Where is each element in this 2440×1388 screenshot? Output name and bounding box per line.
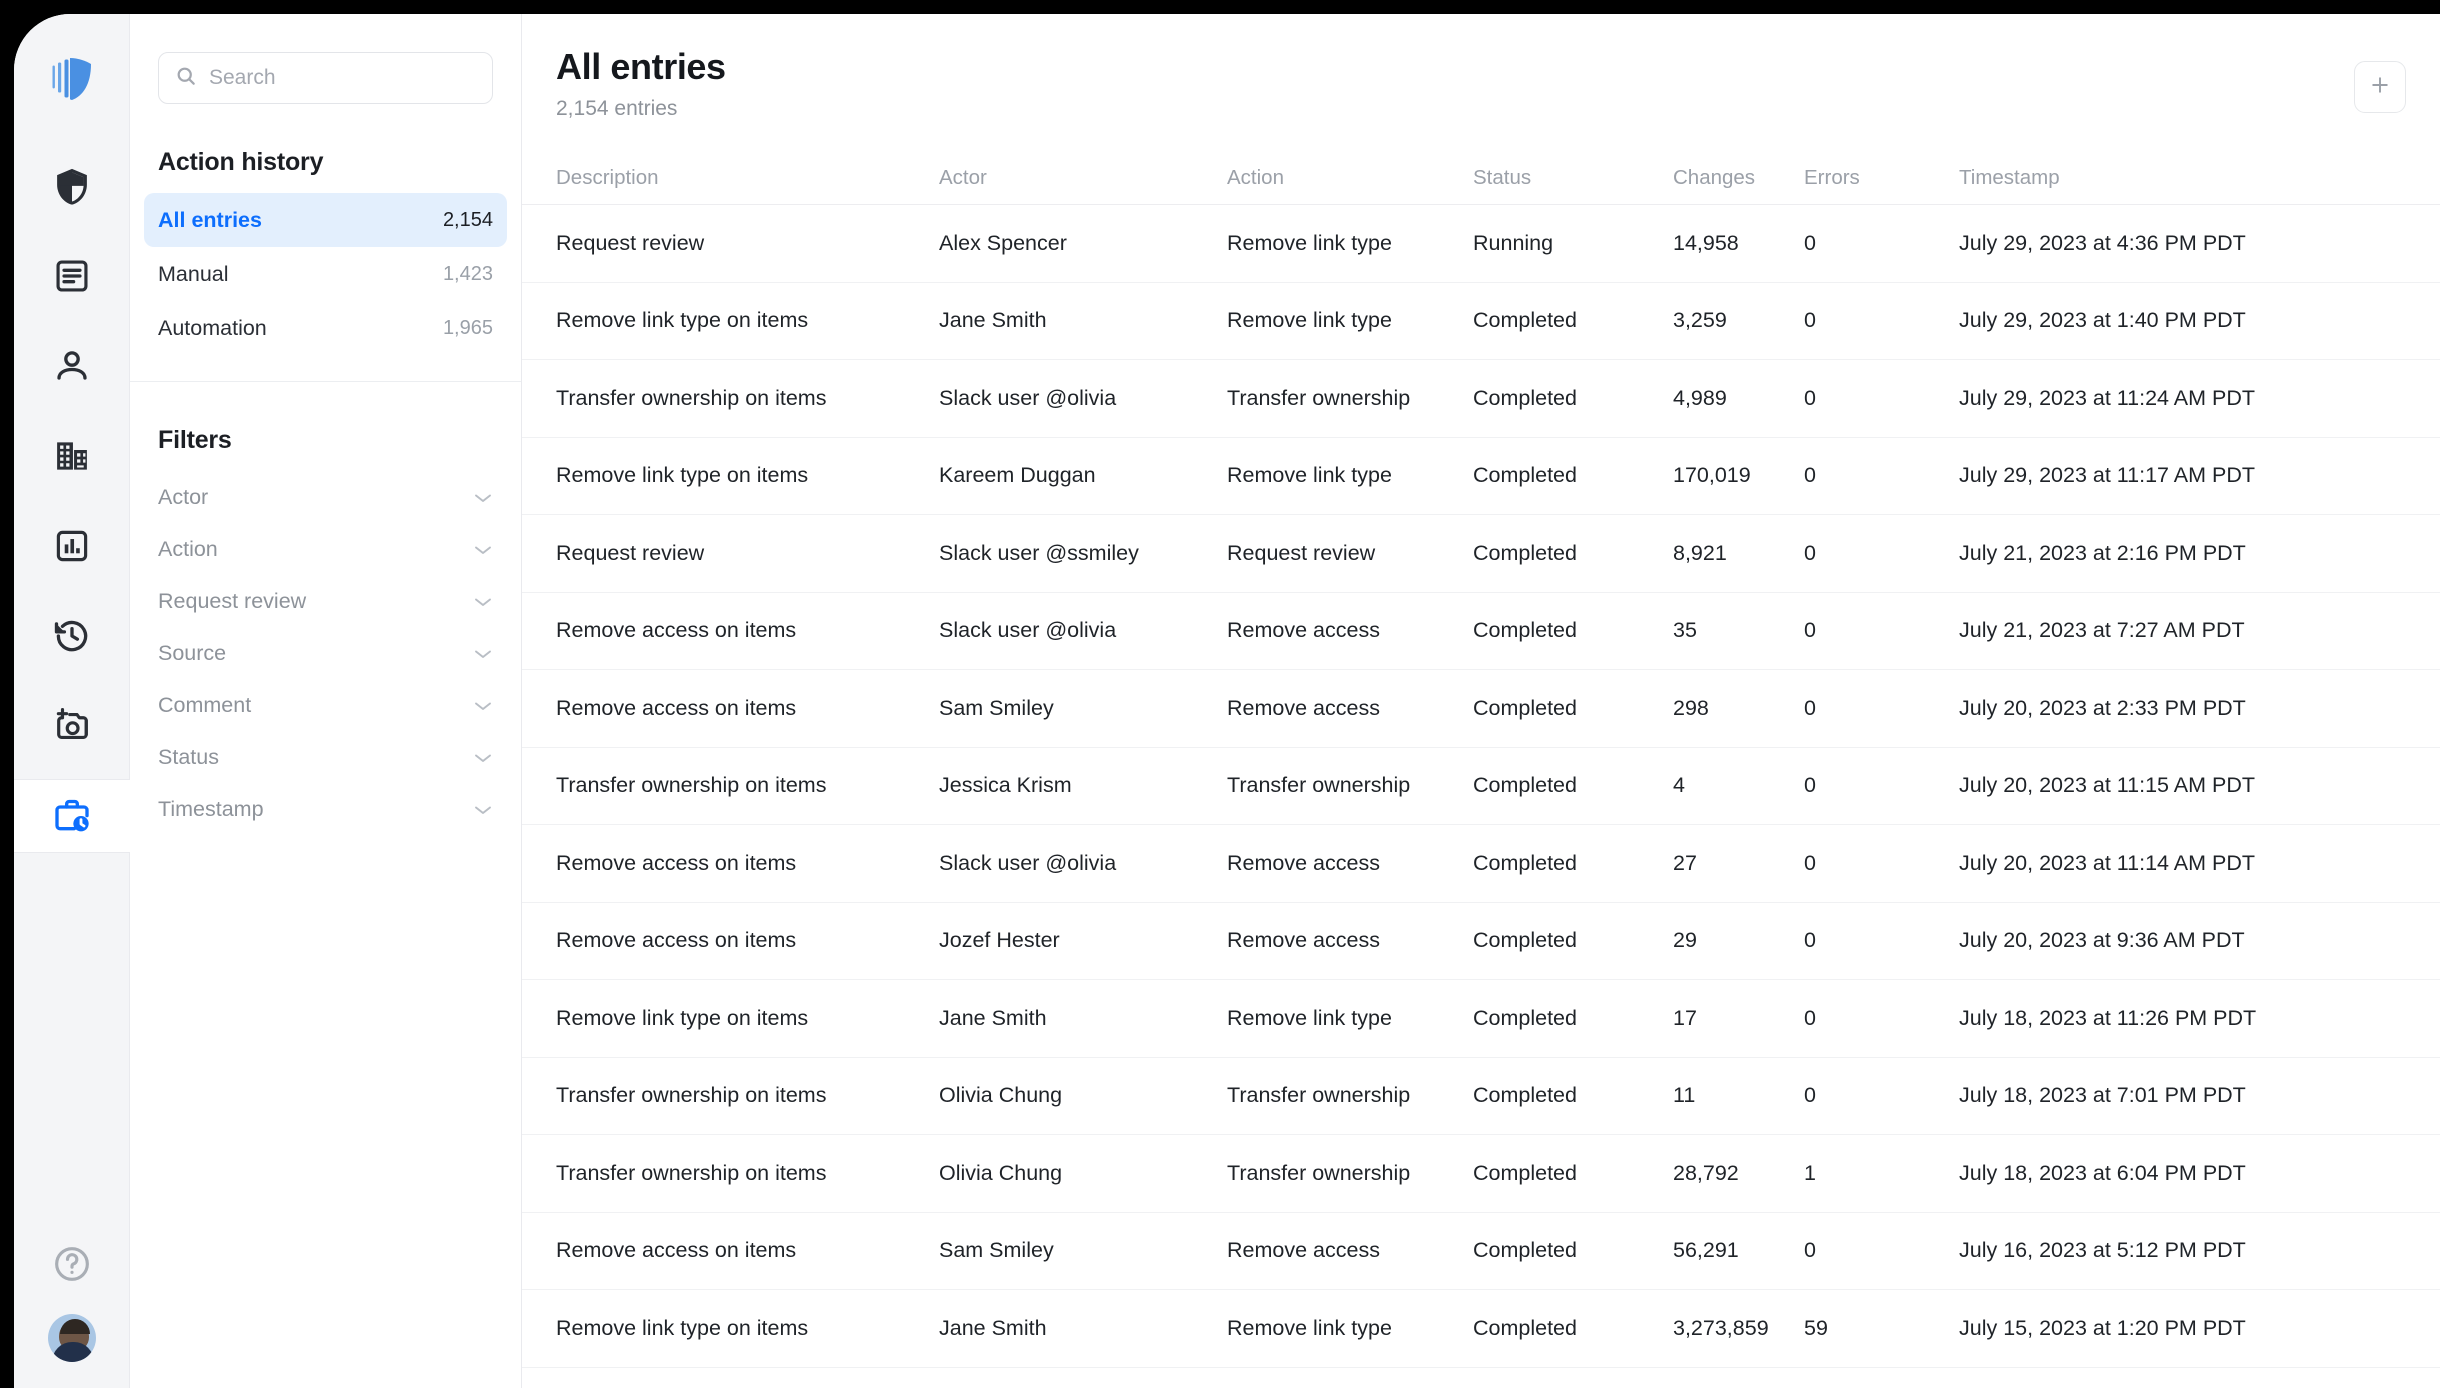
cell-status: Completed — [1473, 695, 1577, 720]
filter-action[interactable] — [158, 523, 493, 575]
table-row[interactable] — [522, 980, 2440, 1058]
cell-status: Completed — [1473, 850, 1577, 875]
filters-title: Filters — [158, 426, 232, 454]
shield-icon — [53, 167, 91, 205]
rail-item-groups[interactable] — [36, 420, 108, 492]
cell-action: Remove access — [1227, 928, 1380, 953]
filter-label: Status — [158, 744, 219, 769]
cell-errors: 0 — [1804, 695, 1816, 720]
person-icon — [53, 347, 91, 385]
cell-description: Remove access on items — [556, 618, 797, 643]
cell-status: Completed — [1473, 463, 1577, 488]
cell-errors: 0 — [1804, 928, 1816, 953]
cell-changes: 56,291 — [1673, 1238, 1739, 1263]
cell-action: Transfer ownership — [1227, 1160, 1411, 1185]
main-header — [522, 46, 2440, 121]
cell-errors: 0 — [1804, 1083, 1816, 1108]
cell-timestamp: July 29, 2023 at 11:17 AM PDT — [1959, 463, 2255, 488]
sidebar-item-automation[interactable] — [144, 301, 507, 355]
cell-actor: Jane Smith — [939, 1005, 1047, 1030]
cell-changes: 29 — [1673, 928, 1697, 953]
filter-source[interactable] — [158, 627, 493, 679]
cell-description: Remove link type on items — [556, 1005, 809, 1030]
filter-label: Action — [158, 536, 218, 561]
sidebar-item-label: Manual — [158, 261, 229, 286]
history-icon — [53, 617, 91, 655]
sidebar-item-manual[interactable] — [144, 247, 507, 301]
search-box[interactable] — [158, 52, 493, 104]
cell-timestamp: July 20, 2023 at 2:33 PM PDT — [1959, 695, 2246, 720]
cell-changes: 3,273,859 — [1673, 1315, 1769, 1340]
cell-description: Request review — [556, 230, 705, 255]
cell-action: Remove access — [1227, 850, 1380, 875]
page-subtitle: 2,154 entries — [556, 97, 678, 120]
rail-item-add-photo[interactable] — [36, 690, 108, 762]
filter-label: Timestamp — [158, 796, 264, 821]
table-row[interactable] — [522, 903, 2440, 981]
cell-status: Completed — [1473, 385, 1577, 410]
cell-description: Remove link type on items — [556, 463, 809, 488]
sidebar-item-count: 2,154 — [442, 208, 493, 231]
table-row[interactable] — [522, 1058, 2440, 1136]
cell-errors: 0 — [1804, 308, 1816, 333]
rail-item-documents[interactable] — [36, 240, 108, 312]
cell-status: Completed — [1473, 928, 1577, 953]
cell-timestamp: July 16, 2023 at 5:12 PM PDT — [1959, 1238, 2246, 1263]
cell-actor: Sam Smiley — [939, 1238, 1054, 1263]
column-header-changes[interactable]: Changes — [1673, 165, 1756, 189]
cell-actor: Jane Smith — [939, 1315, 1047, 1340]
cell-timestamp: July 18, 2023 at 7:01 PM PDT — [1959, 1083, 2246, 1108]
cell-errors: 0 — [1804, 1238, 1816, 1263]
cell-timestamp: July 21, 2023 at 7:27 AM PDT — [1959, 618, 2245, 643]
filter-label: Comment — [158, 692, 252, 717]
cell-timestamp: July 29, 2023 at 4:36 PM PDT — [1959, 230, 2246, 255]
building-icon — [53, 437, 91, 475]
cell-actor: Alex Spencer — [939, 230, 1067, 255]
cell-action: Remove access — [1227, 695, 1380, 720]
cell-errors: 0 — [1804, 385, 1816, 410]
sidebar-nav-list — [130, 193, 521, 355]
cell-actor: Sam Smiley — [939, 695, 1054, 720]
avatar-body — [52, 1342, 94, 1362]
cell-action: Transfer ownership — [1227, 773, 1411, 798]
shield-logo-icon — [46, 52, 98, 104]
cell-timestamp: July 20, 2023 at 11:15 AM PDT — [1959, 773, 2255, 798]
cell-actor: Slack user @olivia — [939, 385, 1117, 410]
table-row[interactable] — [522, 593, 2440, 671]
column-header-actor[interactable]: Actor — [939, 165, 987, 189]
table-row[interactable] — [522, 670, 2440, 748]
table-row[interactable] — [522, 1290, 2440, 1368]
cell-errors: 1 — [1804, 1160, 1816, 1185]
cell-status: Completed — [1473, 308, 1577, 333]
cell-status: Completed — [1473, 1005, 1577, 1030]
column-header-errors[interactable]: Errors — [1804, 165, 1860, 189]
cell-changes: 4 — [1673, 773, 1685, 798]
cell-status: Running — [1473, 230, 1554, 255]
cell-changes: 3,259 — [1673, 308, 1727, 333]
cell-timestamp: July 29, 2023 at 1:40 PM PDT — [1959, 308, 2246, 333]
chevron-down-icon — [473, 491, 493, 503]
chevron-down-icon — [473, 543, 493, 555]
cell-actor: Slack user @olivia — [939, 618, 1117, 643]
cell-changes: 28,792 — [1673, 1160, 1739, 1185]
briefcase-clock-icon — [52, 796, 92, 836]
sidebar-item-count: 1,965 — [442, 316, 493, 339]
rail-item-insights[interactable] — [36, 510, 108, 582]
cell-actor: Olivia Chung — [939, 1160, 1063, 1185]
cell-actor: Olivia Chung — [939, 1083, 1063, 1108]
table-header-row — [522, 151, 2440, 205]
cell-action: Transfer ownership — [1227, 1083, 1411, 1108]
cell-changes: 17 — [1673, 1005, 1697, 1030]
cell-status: Completed — [1473, 1238, 1577, 1263]
cell-action: Remove link type — [1227, 308, 1392, 333]
sidebar-item-count: 1,423 — [442, 262, 493, 285]
cell-timestamp: July 18, 2023 at 11:26 PM PDT — [1959, 1005, 2257, 1030]
filter-label: Source — [158, 640, 227, 665]
table-row[interactable] — [522, 825, 2440, 903]
document-icon — [53, 257, 91, 295]
cell-actor: Jozef Hester — [939, 928, 1060, 953]
cell-action: Remove access — [1227, 1238, 1380, 1263]
page-title: All entries — [556, 46, 726, 87]
cell-timestamp: July 29, 2023 at 11:24 AM PDT — [1959, 385, 2255, 410]
chevron-down-icon — [473, 751, 493, 763]
rail-item-action-history[interactable] — [14, 780, 130, 852]
filter-label: Request review — [158, 588, 307, 613]
cell-description: Transfer ownership on items — [556, 1160, 827, 1185]
cell-description: Request review — [556, 540, 705, 565]
cell-description: Transfer ownership on items — [556, 1083, 827, 1108]
cell-description: Transfer ownership on items — [556, 773, 827, 798]
cell-errors: 0 — [1804, 230, 1816, 255]
cell-description: Remove access on items — [556, 695, 797, 720]
cell-changes: 170,019 — [1673, 463, 1751, 488]
entries-table — [522, 151, 2440, 1368]
cell-description: Remove access on items — [556, 1238, 797, 1263]
cell-errors: 0 — [1804, 850, 1816, 875]
cell-action: Request review — [1227, 540, 1376, 565]
cell-actor: Slack user @ssmiley — [939, 540, 1139, 565]
cell-status: Completed — [1473, 1315, 1577, 1340]
filter-timestamp[interactable] — [158, 783, 493, 835]
cell-changes: 298 — [1673, 695, 1709, 720]
search-wrapper — [130, 14, 521, 104]
cell-description: Remove access on items — [556, 850, 797, 875]
cell-status: Completed — [1473, 618, 1577, 643]
cell-changes: 35 — [1673, 618, 1697, 643]
column-header-description[interactable]: Description — [556, 165, 659, 189]
chevron-down-icon — [473, 699, 493, 711]
cell-errors: 0 — [1804, 463, 1816, 488]
cell-timestamp: July 20, 2023 at 9:36 AM PDT — [1959, 928, 2245, 953]
column-header-timestamp[interactable]: Timestamp — [1959, 165, 2060, 189]
add-column-button[interactable] — [2354, 61, 2406, 113]
cell-status: Completed — [1473, 540, 1577, 565]
sidebar-section-title: Action history — [158, 148, 324, 176]
avatar-hair — [60, 1319, 90, 1334]
cell-changes: 4,989 — [1673, 385, 1727, 410]
cell-errors: 0 — [1804, 618, 1816, 643]
cell-status: Completed — [1473, 1083, 1577, 1108]
cell-action: Transfer ownership — [1227, 385, 1411, 410]
cell-timestamp: July 15, 2023 at 1:20 PM PDT — [1959, 1315, 2246, 1340]
cell-actor: Slack user @olivia — [939, 850, 1117, 875]
filter-status[interactable] — [158, 731, 493, 783]
rail-item-people[interactable] — [36, 330, 108, 402]
chevron-down-icon — [473, 647, 493, 659]
app-window — [14, 14, 2440, 1388]
sidebar-item-label: All entries — [158, 207, 262, 232]
cell-description: Transfer ownership on items — [556, 385, 827, 410]
table-row[interactable] — [522, 1135, 2440, 1213]
sidebar-item-all-entries[interactable] — [144, 193, 507, 247]
table-row[interactable] — [522, 283, 2440, 361]
cell-description: Remove link type on items — [556, 308, 809, 333]
cell-action: Remove link type — [1227, 1005, 1392, 1030]
rail-item-security[interactable] — [36, 150, 108, 222]
cell-action: Remove access — [1227, 618, 1380, 643]
table-row[interactable] — [522, 360, 2440, 438]
filter-list — [130, 471, 521, 835]
plus-icon — [2369, 74, 2391, 101]
table-row[interactable] — [522, 748, 2440, 826]
table-row[interactable] — [522, 1213, 2440, 1291]
cell-actor: Kareem Duggan — [939, 463, 1096, 488]
sidebar-item-label: Automation — [158, 315, 267, 340]
cell-timestamp: July 20, 2023 at 11:14 AM PDT — [1959, 850, 2255, 875]
main-content — [522, 14, 2440, 1388]
rail-item-history[interactable] — [36, 600, 108, 672]
avatar[interactable] — [48, 1314, 96, 1362]
table-row[interactable] — [522, 205, 2440, 283]
search-icon — [175, 65, 197, 92]
cell-changes: 8,921 — [1673, 540, 1727, 565]
column-header-status[interactable]: Status — [1473, 165, 1532, 189]
chevron-down-icon — [473, 803, 493, 815]
filter-label: Actor — [158, 484, 209, 509]
cell-errors: 0 — [1804, 1005, 1816, 1030]
filter-actor[interactable] — [158, 471, 493, 523]
chevron-down-icon — [473, 595, 493, 607]
cell-timestamp: July 21, 2023 at 2:16 PM PDT — [1959, 540, 2246, 565]
table-row[interactable] — [522, 515, 2440, 593]
help-button[interactable] — [44, 1236, 100, 1292]
cell-errors: 59 — [1804, 1315, 1828, 1340]
cell-timestamp: July 18, 2023 at 6:04 PM PDT — [1959, 1160, 2246, 1185]
add-photo-icon — [53, 707, 91, 745]
icon-rail-footer — [14, 1236, 129, 1362]
sidebar — [130, 14, 522, 1388]
cell-action: Remove link type — [1227, 463, 1392, 488]
column-header-action[interactable]: Action — [1227, 165, 1284, 189]
filter-comment[interactable] — [158, 679, 493, 731]
help-circle-icon — [52, 1244, 92, 1284]
cell-errors: 0 — [1804, 773, 1816, 798]
cell-actor: Jessica Krism — [939, 773, 1072, 798]
cell-action: Remove link type — [1227, 230, 1392, 255]
cell-action: Remove link type — [1227, 1315, 1392, 1340]
table-row[interactable] — [522, 438, 2440, 516]
cell-changes: 14,958 — [1673, 230, 1739, 255]
filter-request-review[interactable] — [158, 575, 493, 627]
cell-changes: 27 — [1673, 850, 1697, 875]
cell-errors: 0 — [1804, 540, 1816, 565]
cell-status: Completed — [1473, 773, 1577, 798]
search-input[interactable] — [209, 66, 476, 90]
cell-description: Remove link type on items — [556, 1315, 809, 1340]
icon-rail — [14, 14, 130, 1388]
bar-chart-icon — [53, 527, 91, 565]
cell-actor: Jane Smith — [939, 308, 1047, 333]
cell-changes: 11 — [1673, 1083, 1696, 1108]
cell-status: Completed — [1473, 1160, 1577, 1185]
cell-description: Remove access on items — [556, 928, 797, 953]
